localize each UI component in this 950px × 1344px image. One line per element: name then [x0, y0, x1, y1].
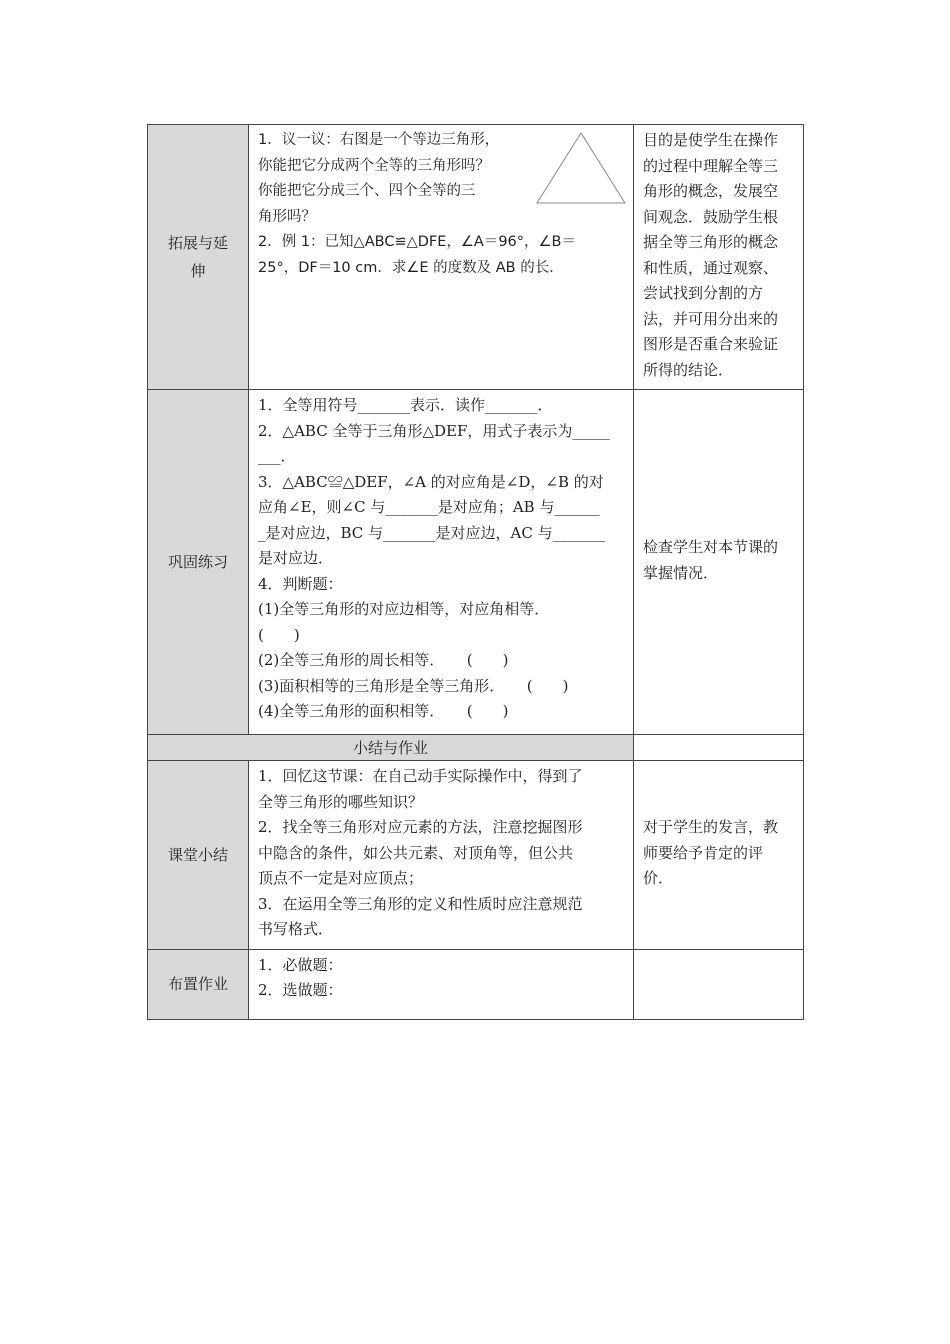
extension-line-1: 1．议一议：右图是一个等边三角形，: [258, 132, 500, 148]
note-summary: 对于学生的发言，教 师要给予肯定的评 价．: [634, 761, 804, 950]
lesson-plan-table: [147, 124, 804, 1020]
extension-line-3: 你能把它分成三个、四个全等的三: [258, 183, 476, 199]
extension-line-2: 你能把它分成两个全等的三角形吗？: [258, 157, 490, 174]
summary-line-3: 2．找全等三角形对应元素的方法，注意挖掘图形: [258, 818, 583, 836]
label-homework: 布置作业: [148, 949, 249, 1019]
extension-line-4: 角形吗？: [258, 208, 316, 225]
practice-line-13: (4)全等三角形的面积相等． ( ): [258, 702, 509, 720]
summary-line-7: 书写格式．: [258, 920, 334, 938]
content-practice: [249, 390, 634, 735]
row-section-header: [148, 735, 804, 761]
practice-line-11: (2)全等三角形的周长相等． ( ): [258, 651, 509, 669]
practice-line-12: (3)面积相等的三角形是全等三角形． ( ): [258, 676, 569, 695]
summary-line-4: 中隐含的条件，如公共元素、对顶角等，但公共: [258, 843, 574, 862]
note-homework: [634, 949, 804, 1019]
extension-line-5: 2．例 1：已知△ABC≌△DFE，∠A＝96°，∠B＝: [258, 234, 576, 250]
extension-line-6: 25°，DF＝10 cm．求∠E 的度数及 AB 的长．: [258, 259, 564, 276]
content-summary: [249, 761, 634, 950]
summary-line-2: 全等三角形的哪些知识？: [258, 792, 424, 811]
section-empty-cell: [634, 735, 804, 761]
label-summary: 课堂小结: [148, 761, 249, 950]
homework-line-1: 1．必做题：: [258, 955, 343, 974]
row-practice: [148, 390, 804, 735]
row-homework: [148, 949, 804, 1019]
practice-line-3: ___．: [258, 447, 296, 465]
section-title: 小结与作业: [148, 735, 634, 761]
practice-line-10: ( ): [258, 625, 300, 644]
note-practice: 检查学生对本节课的 掌握情况．: [634, 390, 804, 735]
summary-line-5: 顶点不一定是对应顶点；: [258, 869, 424, 887]
label-practice: 巩固练习: [148, 390, 249, 735]
practice-line-4: 3．△ABC≌△DEF，∠A 的对应角是∠D，∠B 的对: [258, 472, 604, 491]
content-homework: [249, 949, 634, 1019]
summary-line-1: 1．回忆这节课：在自己动手实际操作中，得到了: [258, 767, 583, 785]
equilateral-triangle-figure: [535, 131, 627, 207]
practice-line-7: 是对应边．: [258, 549, 334, 567]
row-extension: [148, 125, 804, 390]
practice-line-6: _是对应边，BC 与_______是对应边，AC 与_______: [258, 523, 606, 542]
row-summary: [148, 761, 804, 950]
label-extension: 拓展与延 伸: [148, 125, 249, 390]
practice-line-8: 4．判断题：: [258, 574, 343, 593]
practice-line-5: 应角∠E，则∠C 与_______是对应角；AB 与______: [258, 498, 600, 516]
practice-line-2: 2．△ABC 全等于三角形△DEF，用式子表示为_____: [258, 421, 610, 440]
summary-line-6: 3．在运用全等三角形的定义和性质时应注意规范: [258, 894, 583, 913]
homework-line-2: 2．选做题：: [258, 981, 343, 999]
practice-line-9: (1)全等三角形的对应边相等，对应角相等．: [258, 600, 550, 618]
practice-line-1: 1．全等用符号_______表示．读作_______．: [258, 396, 553, 414]
note-extension: 目的是使学生在操作 的过程中理解全等三 角形的概念，发展空 间观念．鼓励学生根 据全等三角形的概念 和性质，通过观察、 尝试找到分割的方 法，并可用分出来的 图形是否重合来验证 所得的结论．: [634, 125, 804, 390]
